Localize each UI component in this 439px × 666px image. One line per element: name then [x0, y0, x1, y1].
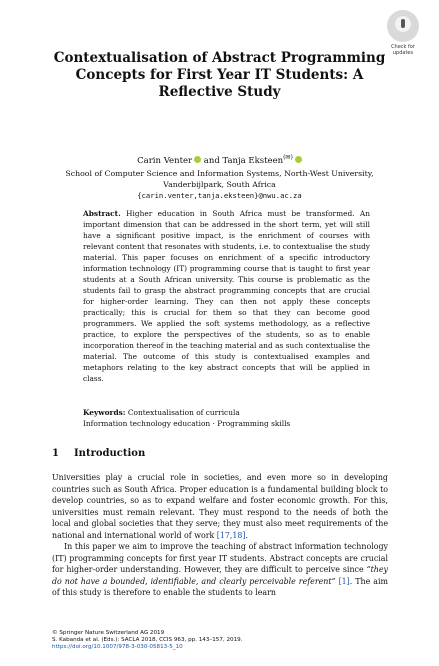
paragraph: Universities play a crucial role in societies, and even more so in developing countries such as South Africa. Proper education is a fundamental building block to develop countries, so as to expand welfare and foster economic growth. For this, universities must remain relevant. They must respond to the needs of both the local and global societies that they serve; they must also meet requirements of the national and international world of work [17,18]. — [52, 473, 388, 540]
corresponding-author-mark: (✉) — [283, 154, 293, 161]
section-number: 1 — [52, 448, 59, 459]
section-title: Introduction — [74, 448, 146, 459]
section-heading — [52, 448, 145, 459]
author-separator: and — [203, 156, 220, 166]
abstract-text: Higher education in South Africa must be transformed. An important dimension that can be addressed in the short term, yet will still have a significant positive impact, is the enrichment of courses with relevant content that resonates with students, i.e. to contextualise the study material. This paper focuses on enrichment of a specific introductory information technology (IT) programming course that is taught to first year students at a South African university. This course is problematic as the students fail to grasp the abstract programming concepts that are crucial for higher-order learning. They can then not apply these concepts practically; this is crucial for them so that they can become good programmers. We applied the soft systems methodology, as a reflective practice, to explore the perspectives of the students, so as to enable incorporation thereof in the teaching material and as such contextualise the material. The outcome of this study is contextualised examples and metaphors relating to the key abstract concepts that will be applied in class. — [83, 209, 370, 383]
body-text — [52, 472, 388, 599]
abstract-label: Abstract. — [83, 209, 121, 218]
publication-footer — [52, 630, 388, 652]
keyword-line: Contextualisation of curricula — [127, 408, 240, 417]
author-name: Carin Venter — [137, 156, 193, 166]
paper-title: Contextualisation of Abstract Programming Concepts for First Year IT Students: A Reflective Study — [53, 50, 386, 100]
citation-link[interactable]: [17,18] — [216, 530, 246, 540]
abstract — [83, 208, 370, 384]
doi-link[interactable]: https://doi.org/10.1007/978-3-030-05813-5_10 — [52, 644, 183, 651]
copyright-line: © Springer Nature Switzerland AG 2019 — [52, 630, 165, 636]
author-list — [0, 152, 439, 167]
orcid-icon[interactable] — [295, 156, 302, 163]
keyword-line: Information technology education · Programming skills — [83, 419, 291, 428]
citation-link[interactable]: [1] — [338, 576, 350, 586]
author-emails[interactable]: {carin.venter,tanja.eksteen}@nwu.ac.za — [137, 191, 302, 200]
affiliation-line: Vanderbijlpark, South Africa — [163, 180, 276, 189]
affiliation — [40, 168, 399, 201]
paragraph: In this paper we aim to improve the teaching of abstract information technology (IT) programming concepts for first year IT students. Abstract concepts are crucial for higher-order understanding. However, they are difficult to perceive since “they do not have a bounded, identifiable, and clearly perceivable referent” [1]. The aim of this study is therefore to enable the students to learn — [52, 542, 388, 597]
check-for-updates-label: Check for updates — [391, 44, 415, 56]
keywords-label: Keywords: — [83, 408, 126, 417]
author-name: Tanja Eksteen — [222, 156, 284, 166]
keywords — [83, 407, 370, 429]
quotation: “they do not have a bounded, identifiable, and clearly perceivable referent” — [52, 565, 388, 586]
crossmark-icon — [387, 10, 419, 42]
affiliation-line: School of Computer Science and Information Systems, North-West University, — [65, 169, 374, 178]
orcid-icon[interactable] — [194, 156, 201, 163]
citation-line: S. Kabanda et al. (Eds.): SACLA 2018, CCIS 963, pp. 143–157, 2019. — [52, 637, 243, 644]
